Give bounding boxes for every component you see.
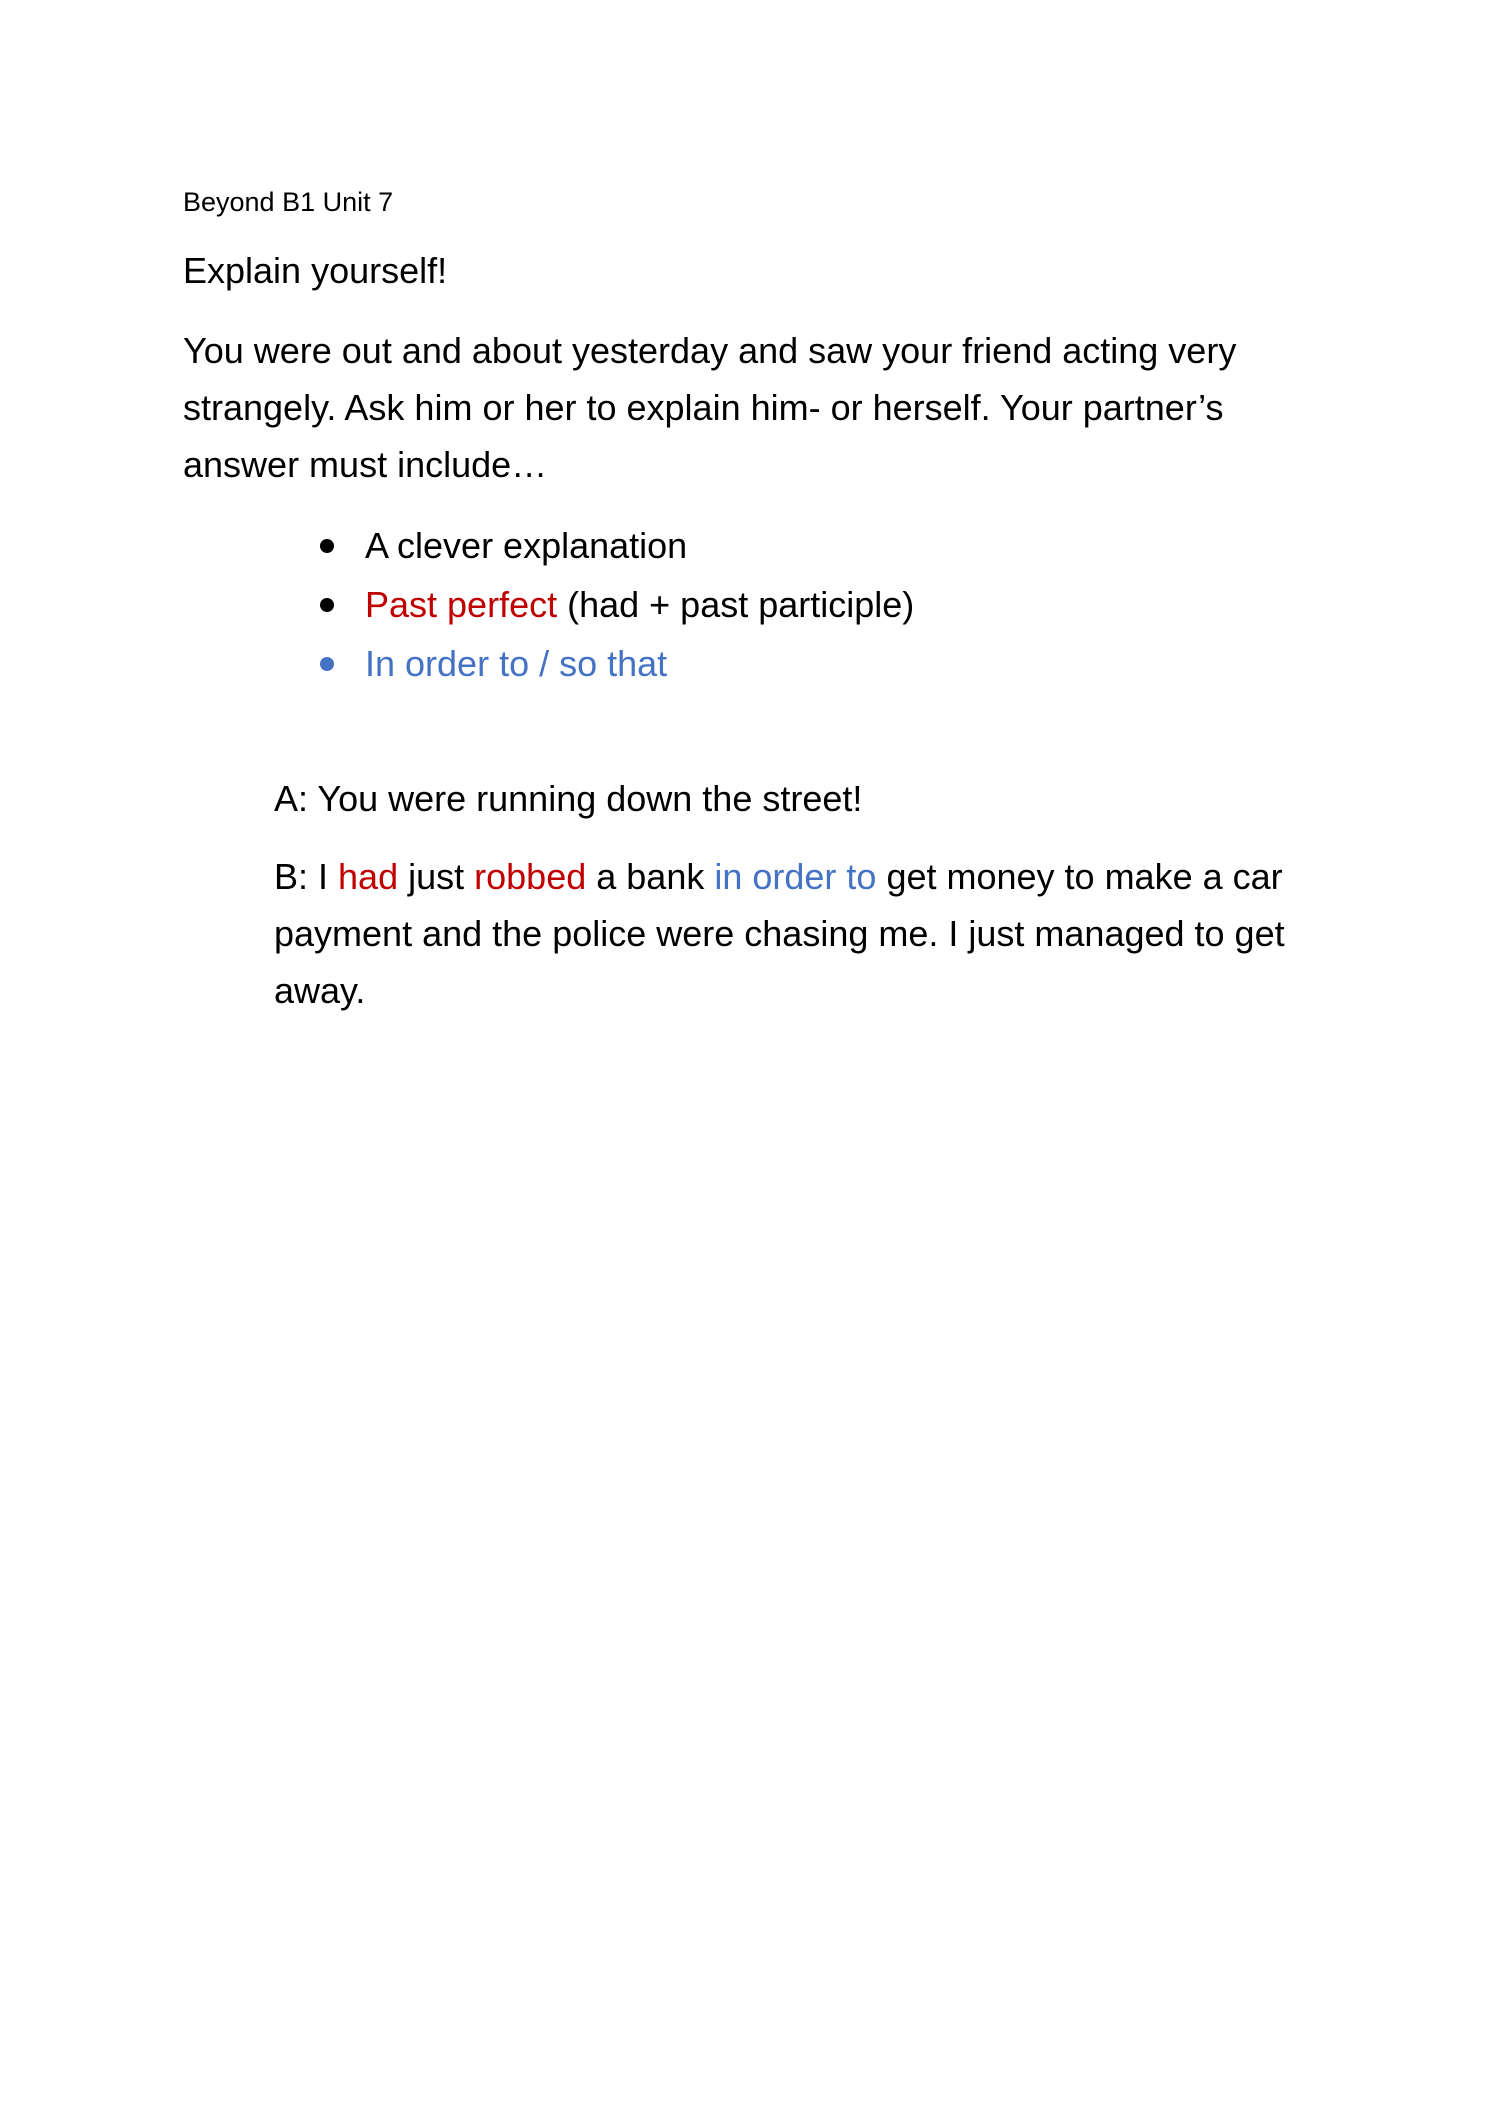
course-unit-header: Beyond B1 Unit 7 — [183, 187, 394, 217]
requirements-list — [365, 516, 914, 693]
dialog-b-line — [274, 848, 1354, 905]
task-instructions — [183, 322, 1343, 493]
dialog-b-line: payment and the police were chasing me. I just managed to get — [274, 913, 1285, 954]
requirement-text: (had + past participle) — [557, 584, 915, 625]
bullet-dot-icon — [320, 598, 334, 612]
requirement-item — [365, 634, 914, 693]
dialog-line-a: A: You were running down the street! — [274, 778, 863, 819]
dialog-highlight-red: robbed — [474, 856, 587, 897]
dialog-text: B: I — [274, 856, 339, 897]
instructions-line: answer must include… — [183, 444, 548, 485]
dialog-highlight-red: had — [338, 856, 399, 897]
dialog-line-b — [274, 848, 1354, 1019]
dialog-text: just — [398, 856, 475, 897]
instructions-line: strangely. Ask him or her to explain him- or herself. Your partner’s — [183, 387, 1224, 428]
bullet-dot-icon — [320, 657, 334, 671]
requirement-item — [365, 575, 914, 634]
requirement-highlight: In order to / so that — [365, 643, 668, 684]
requirement-text: A clever explanation — [365, 525, 688, 566]
dialog-text: get money to make a car — [876, 856, 1283, 897]
requirement-highlight: Past perfect — [365, 584, 558, 625]
bullet-dot-icon — [320, 539, 334, 553]
dialog-highlight-blue: in order to — [714, 856, 877, 897]
instructions-line: You were out and about yesterday and saw your friend acting very — [183, 330, 1237, 371]
dialog-text: a bank — [586, 856, 715, 897]
dialog-b-line: away. — [274, 970, 366, 1011]
requirement-item — [365, 516, 914, 575]
task-title: Explain yourself! — [183, 250, 448, 291]
